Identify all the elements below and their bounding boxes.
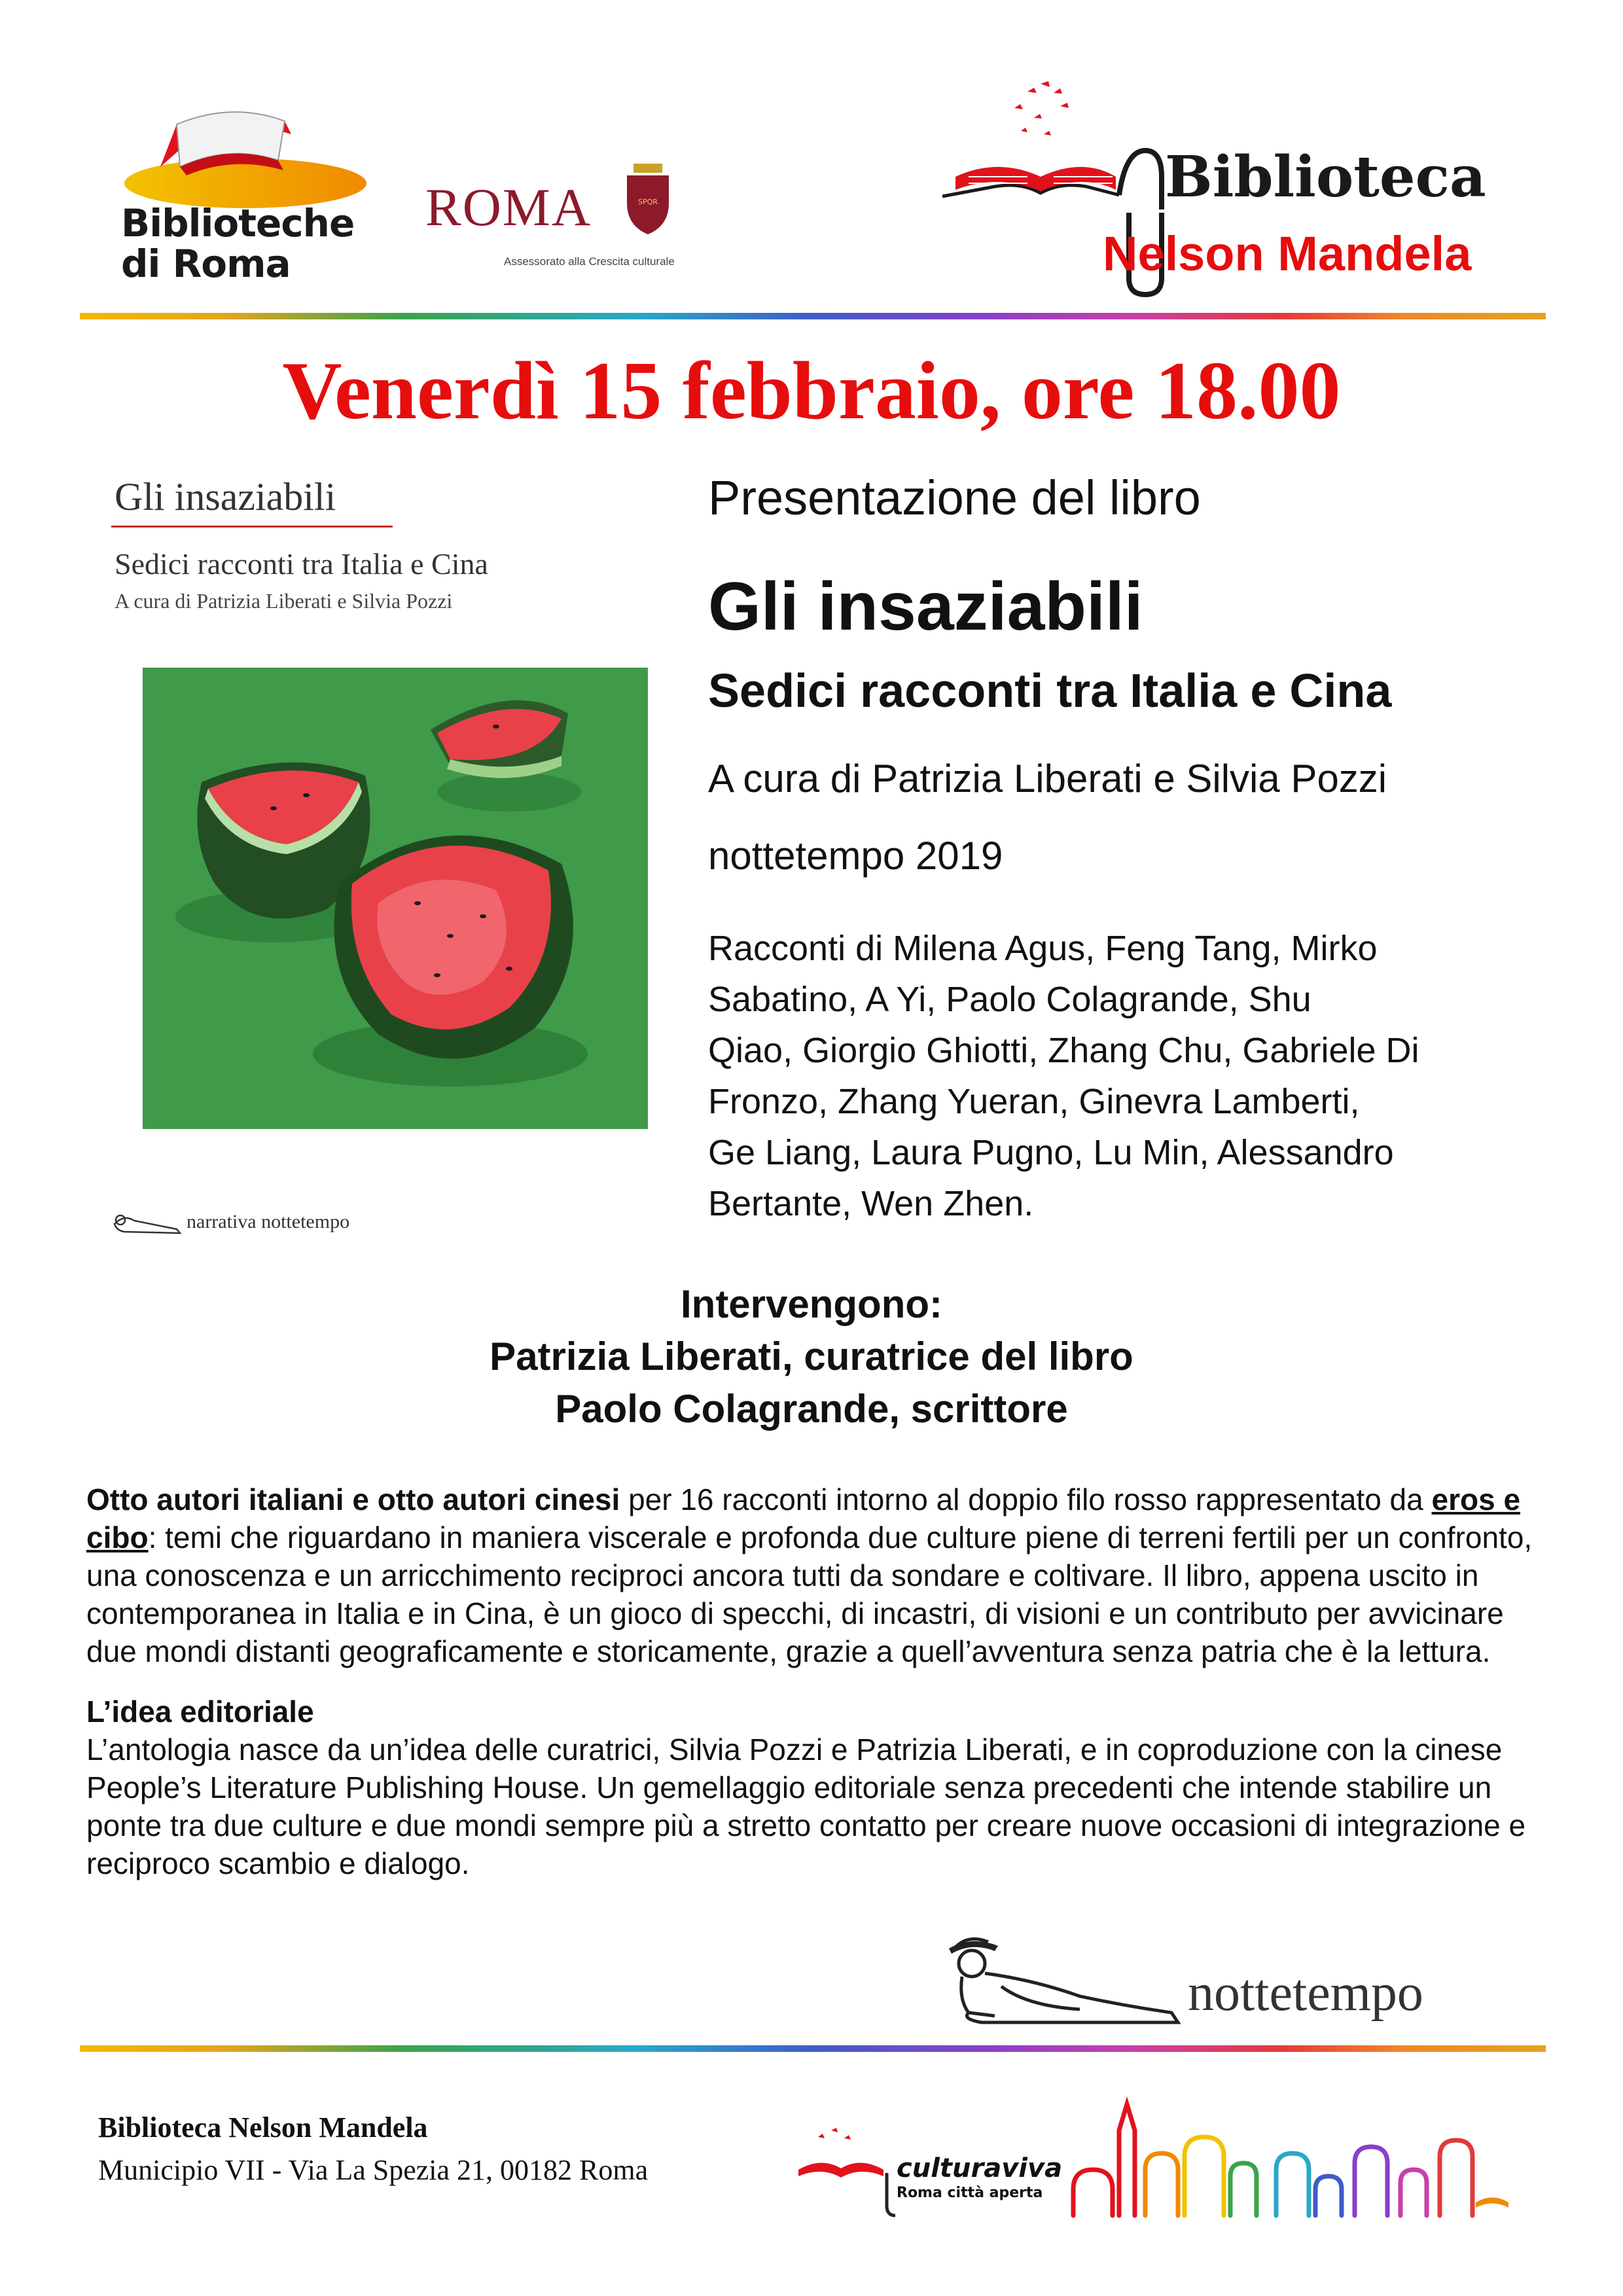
- speaker-item: Paolo Colagrande, scrittore: [555, 1387, 1068, 1431]
- description-block: [86, 1480, 1552, 1882]
- book-publisher: nottetempo 2019: [708, 834, 1003, 878]
- biblioteche-logo-line2: di Roma: [121, 242, 291, 286]
- description-text-part: : temi che riguardano in maniera viscerale e profonda due culture piene di terreni fertili per un confronto, una conoscenza e un arricchimento reciproci ancora tutti da sondare e coltivare. Il libro, appena uscito in contemporanea in Italia e in Cina, è un gioco di specchi, di incastri, di visioni e un contributo per avvicinare due mondi distanti geograficamente e storicamente, grazie a quell’avventura senza patria che è la lettura.: [86, 1520, 1533, 1668]
- cover-series-label: narrativa nottetempo: [187, 1211, 350, 1232]
- biblioteca-nelson-mandela-logo: [929, 79, 1538, 295]
- idea-heading: L’idea editoriale: [86, 1695, 314, 1729]
- description-text-part: per 16 racconti intorno al doppio filo rosso rappresentato da: [620, 1482, 1432, 1516]
- rainbow-divider-top: [80, 313, 1546, 319]
- cover-title: Gli insaziabili: [115, 475, 336, 518]
- rainbow-divider-bottom: [80, 2045, 1546, 2052]
- event-date-heading: Venerdì 15 febbraio, ore 18.00: [282, 346, 1341, 437]
- speakers-heading: Intervengono:: [681, 1282, 942, 1326]
- footer-library-name: Biblioteca Nelson Mandela: [98, 2111, 428, 2144]
- cover-subtitle: Sedici racconti tra Italia e Cina: [115, 547, 488, 581]
- authors-line: Qiao, Giorgio Ghiotti, Zhang Chu, Gabriele Di: [708, 1031, 1419, 1070]
- mandela-logo-line1: Biblioteca: [1165, 144, 1486, 210]
- reclining-figure-icon: [111, 1211, 183, 1237]
- description-bold-lead: Otto autori italiani e otto autori cinesi: [86, 1482, 620, 1516]
- nottetempo-logo: [942, 1934, 1479, 2045]
- book-stack-icon: [115, 105, 376, 209]
- presentation-label: Presentazione del libro: [708, 471, 1201, 525]
- footer-address: Municipio VII - Via La Spezia 21, 00182 Roma: [98, 2154, 649, 2186]
- svg-text:SPQR: SPQR: [638, 198, 658, 206]
- description-paragraph: [86, 1480, 1552, 1670]
- authors-line: Racconti di Milena Agus, Feng Tang, Mirko: [708, 929, 1378, 968]
- authors-list: [708, 923, 1559, 1229]
- description-underlined-phrase: eros e cibo: [86, 1482, 1521, 1554]
- book-title: Gli insaziabili: [708, 569, 1143, 645]
- roma-logo-word: ROMA: [425, 177, 592, 237]
- culturaviva-tagline: Roma città aperta: [897, 2185, 1043, 2201]
- reclining-reader-icon: [942, 1934, 1185, 2039]
- book-subtitle: Sedici racconti tra Italia e Cina: [708, 665, 1392, 717]
- roma-shield-icon: [622, 164, 674, 236]
- biblioteche-logo-line1: Biblioteche: [121, 201, 355, 245]
- mandela-logo-line2: Nelson Mandela: [1103, 226, 1472, 281]
- speakers-block: [0, 1278, 1623, 1435]
- cover-curators: A cura di Patrizia Liberati e Silvia Pozzi: [115, 589, 453, 613]
- authors-line: Bertante, Wen Zhen.: [708, 1184, 1034, 1223]
- culturaviva-logo: [792, 2091, 1518, 2242]
- culturaviva-wordmark: culturaviva: [897, 2153, 1063, 2183]
- nottetempo-wordmark: nottetempo: [1188, 1964, 1423, 2022]
- book-cover: [111, 468, 661, 1253]
- authors-line: Sabatino, A Yi, Paolo Colagrande, Shu: [708, 980, 1311, 1019]
- roma-logo-subtitle: Assessorato alla Crescita culturale: [504, 255, 675, 268]
- authors-line: Fronzo, Zhang Yueran, Ginevra Lamberti,: [708, 1082, 1360, 1121]
- book-curators: A cura di Patrizia Liberati e Silvia Pozzi: [708, 757, 1387, 800]
- idea-paragraph: L’antologia nasce da un’idea delle curatrici, Silvia Pozzi e Patrizia Liberati, e in coproduzione con la cinese People’s Literature Publishing House. Un gemellaggio editoriale senza precedenti che intende stabilire un ponte tra due culture e due mondi sempre più a stretto contatto per creare nuove occasioni di integrazione e reciproco scambio e dialogo.: [86, 1732, 1526, 1880]
- roma-capitale-logo: [425, 157, 700, 281]
- authors-line: Ge Liang, Laura Pugno, Lu Min, Alessandro: [708, 1133, 1394, 1172]
- biblioteche-di-roma-logo: [115, 105, 376, 295]
- speaker-item: Patrizia Liberati, curatrice del libro: [490, 1335, 1133, 1378]
- cover-watermelon-photo: [143, 668, 648, 1129]
- cover-title-rule: [111, 526, 393, 528]
- cover-series-brand: [111, 1211, 412, 1244]
